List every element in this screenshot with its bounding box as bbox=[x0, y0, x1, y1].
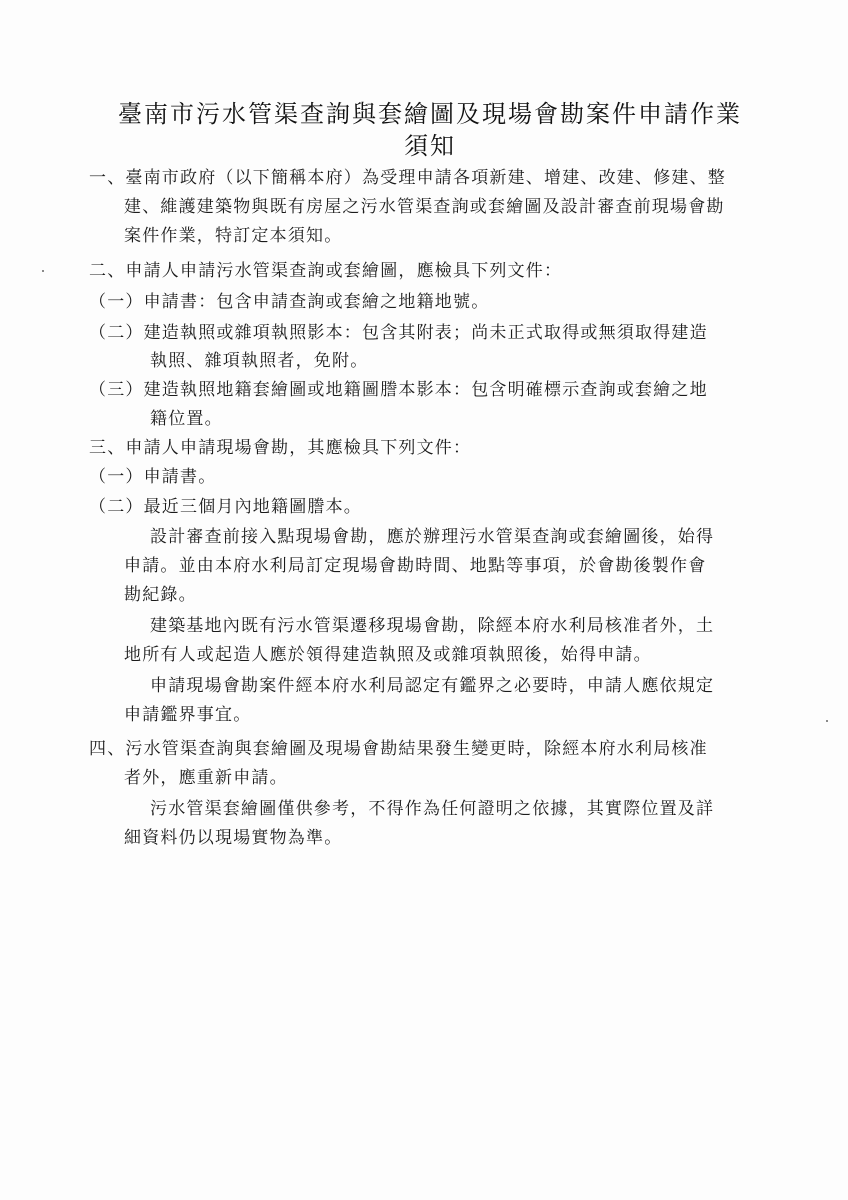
section-3-para-3-line-1: 申請現場會勘案件經本府水利局認定有鑑界之必要時，申請人應依規定 bbox=[150, 676, 715, 696]
section-1-line-3: 案件作業，特訂定本須知。 bbox=[124, 226, 343, 246]
section-2-item-1: （一）申請書：包含申請查詢或套繪之地籍地號。 bbox=[89, 292, 490, 312]
section-3-para-3-line-2: 申請鑑界事宜。 bbox=[124, 705, 252, 725]
section-3-para-1-line-2: 申請。並由本府水利局訂定現場會勘時間、地點等事項，於會勘後製作會 bbox=[124, 556, 707, 576]
section-2-item-2-line-1: （二）建造執照或雜項執照影本：包含其附表；尚未正式取得或無須取得建造 bbox=[89, 323, 708, 343]
section-3-para-1-line-1: 設計審查前接入點現場會勘，應於辦理污水管渠查詢或套繪圖後，始得 bbox=[150, 527, 715, 547]
section-3-item-2: （二）最近三個月內地籍圖謄本。 bbox=[89, 497, 362, 517]
section-4-line-1: 四、污水管渠查詢與套繪圖及現場會勘結果發生變更時，除經本府水利局核准 bbox=[89, 739, 708, 759]
section-4-line-2: 者外，應重新申請。 bbox=[124, 768, 288, 788]
section-1-line-1: 一、臺南市政府（以下簡稱本府）為受理申請各項新建、增建、改建、修建、整 bbox=[89, 168, 726, 188]
section-2-heading: 二、申請人申請污水管渠查詢或套繪圖，應檢具下列文件： bbox=[89, 261, 563, 281]
section-2-item-3-line-1: （三）建造執照地籍套繪圖或地籍圖謄本影本：包含明確標示查詢或套繪之地 bbox=[89, 380, 708, 400]
section-3-para-2-line-1: 建築基地內既有污水管渠遷移現場會勘，除經本府水利局核准者外，土 bbox=[150, 616, 715, 636]
section-3-item-1: （一）申請書。 bbox=[89, 467, 217, 487]
section-1-line-2: 建、維護建築物與既有房屋之污水管渠查詢或套繪圖及設計審查前現場會勘 bbox=[124, 197, 725, 217]
scan-speck bbox=[826, 720, 828, 722]
section-4-para-line-2: 細資料仍以現場實物為準。 bbox=[124, 828, 343, 848]
document-title-line-1: 臺南市污水管渠查詢與套繪圖及現場會勘案件申請作業 bbox=[118, 100, 742, 128]
document-title-line-2: 須知 bbox=[404, 132, 456, 160]
section-3-para-1-line-3: 勘紀錄。 bbox=[124, 585, 197, 605]
section-3-para-2-line-2: 地所有人或起造人應於領得建造執照及或雜項執照後，始得申請。 bbox=[124, 645, 652, 665]
section-3-heading: 三、申請人申請現場會勘，其應檢具下列文件： bbox=[89, 438, 472, 458]
scan-speck bbox=[42, 270, 44, 272]
section-2-item-3-line-2: 籍位置。 bbox=[150, 409, 223, 429]
section-4-para-line-1: 污水管渠套繪圖僅供參考，不得作為任何證明之依據，其實際位置及詳 bbox=[150, 799, 715, 819]
section-2-item-2-line-2: 執照、雜項執照者，免附。 bbox=[150, 351, 369, 371]
